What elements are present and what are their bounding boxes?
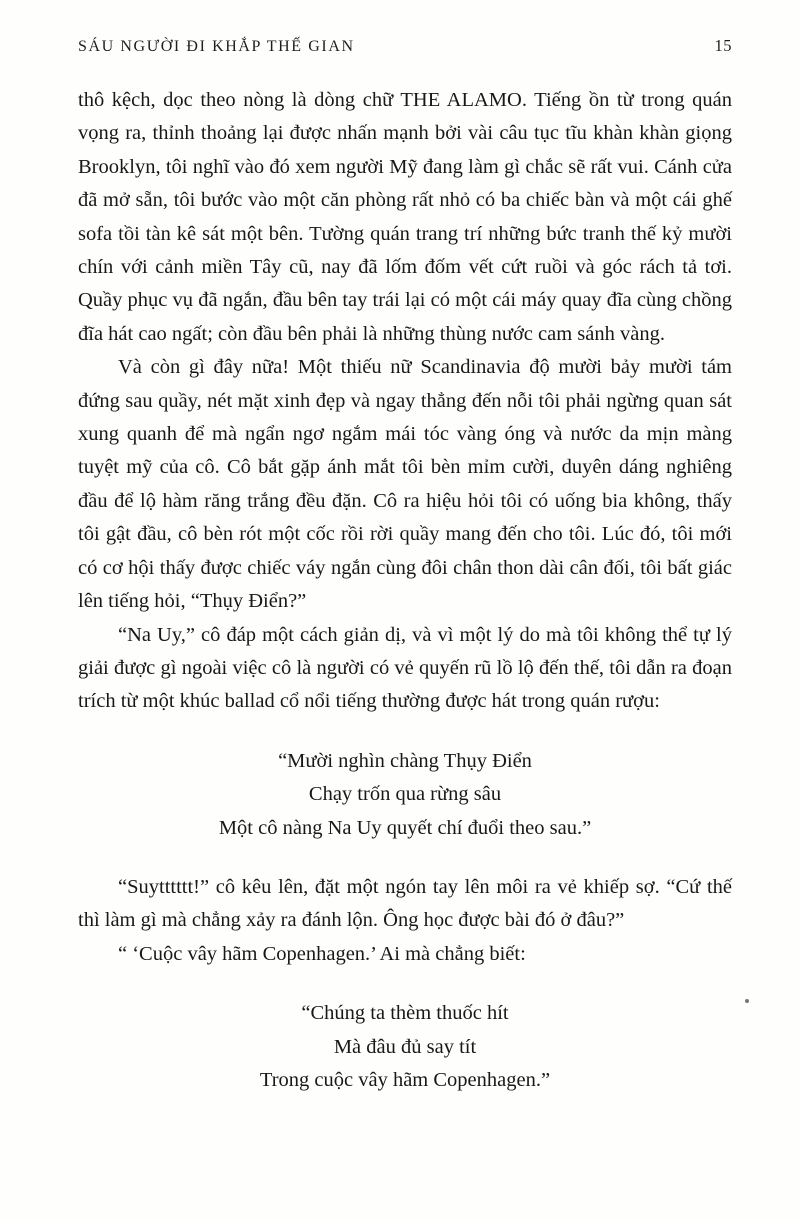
paragraph: “ ‘Cuộc vây hãm Copenhagen.’ Ai mà chẳng biết: — [118, 942, 526, 965]
verse-line: “Mười nghìn chàng Thụy Điển — [278, 749, 532, 772]
page-body — [78, 84, 732, 1097]
paragraph: “Suytttttt!” cô kêu lên, đặt một ngón tay lên môi ra vẻ khiếp sợ. “Cứ thế thì làm gì mà chẳng xảy ra đánh lộn. Ông học được bài đó ở đâu?” — [78, 875, 732, 932]
page-number: 15 — [714, 36, 732, 55]
verse-line: Một cô nàng Na Uy quyết chí đuổi theo sau.” — [218, 816, 592, 839]
verse-line: “Chúng ta thèm thuốc hít — [301, 1002, 509, 1025]
paragraph: “Na Uy,” cô đáp một cách giản dị, và vì một lý do mà tôi không thể tự lý giải được gì ngoài việc cô là người có vẻ quyến rũ lồ lộ đến thế, tôi dẫn ra đoạn trích từ một khúc ballad cổ nổi tiếng thường được hát trong quán rượu: — [78, 623, 732, 713]
page-header — [78, 36, 732, 56]
paragraph-continuation: thô kệch, dọc theo nòng là dòng chữ THE ALAMO. Tiếng ồn từ trong quán vọng ra, thỉnh thoảng lại được nhấn mạnh bởi vài câu tục tĩu khàn khàn giọng Brooklyn, tôi nghĩ vào đó xem người Mỹ đang làm gì chắc sẽ rất vui. Cánh cửa đã mở sẵn, tôi bước vào một căn phòng rất nhỏ có ba chiếc bàn và một cái ghế sofa tồi tàn kê sát một bên. Tường quán trang trí những bức tranh thế kỷ mười chín với cảnh miền Tây cũ, nay đã lốm đốm vết cứt ruồi và góc rách tả tơi. Quầy phục vụ đã ngắn, đầu bên tay trái lại có một cái máy quay đĩa cùng chồng đĩa hát cao ngất; còn đầu bên phải là những thùng nước cam sánh vàng. — [78, 89, 732, 345]
verse-line: Chạy trốn qua rừng sâu — [308, 783, 502, 806]
verse-song-quote — [78, 997, 732, 1097]
verse-ballad-quote — [78, 745, 732, 845]
verse-line: Mà đâu đủ say tít — [333, 1035, 477, 1058]
running-title: SÁU NGƯỜI ĐI KHẮP THẾ GIAN — [78, 38, 355, 55]
print-artifact-dot — [745, 999, 749, 1003]
verse-line: Trong cuộc vây hãm Copenhagen.” — [259, 1068, 551, 1091]
paragraph: Và còn gì đây nữa! Một thiếu nữ Scandinavia độ mười bảy mười tám đứng sau quầy, nét mặt xinh đẹp và ngay thẳng đến nỗi tôi phải ngừng quan sát xung quanh để mà ngẩn ngơ ngắm mái tóc vàng óng và nước da mịn màng tuyệt mỹ của cô. Cô bắt gặp ánh mắt tôi bèn mỉm cười, duyên dáng nghiêng đầu để lộ hàm răng trắng đều đặn. Cô ra hiệu hỏi tôi có uống bia không, thấy tôi gật đầu, cô bèn rót một cốc rồi rời quầy mang đến cho tôi. Lúc đó, tôi mới có cơ hội thấy được chiếc váy ngắn cùng đôi chân thon dài cân đối, tôi bất giác lên tiếng hỏi, “Thụy Điển?” — [78, 356, 732, 613]
